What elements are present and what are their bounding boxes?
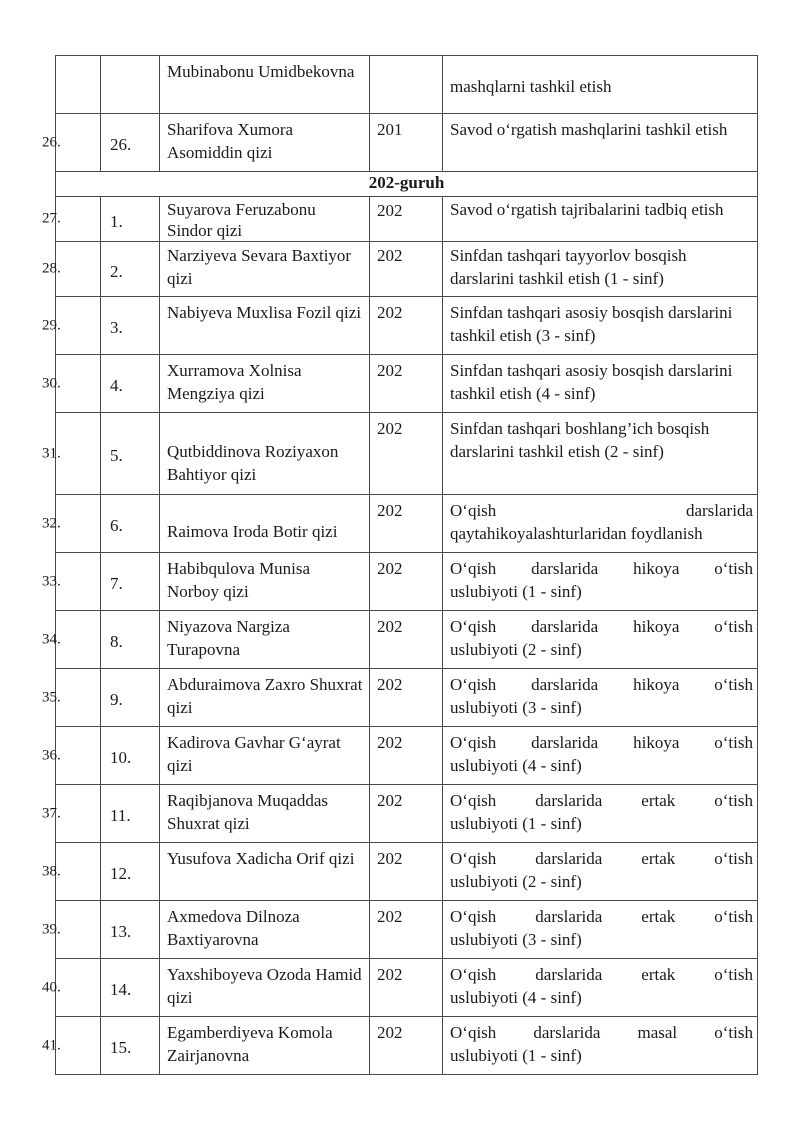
- topic-text: Sinfdan tashqari tayyorlov bosqish darslarini tashkil etish (1 - sinf): [443, 242, 758, 297]
- index-cell: 7.: [101, 553, 160, 611]
- outer-number-cell: [42, 611, 101, 669]
- topic-text: Savod o‘rgatish mashqlarini tashkil etish: [443, 114, 758, 172]
- topic-line-2: uslubiyoti (2 - sinf): [450, 872, 582, 891]
- topic-line-1: O‘qish darslarida ertak o‘tish: [450, 965, 753, 984]
- outer-number-cell: [42, 901, 101, 959]
- topic-line-1: O‘qish darslarida hikoya o‘tish: [450, 559, 753, 578]
- outer-number: 34.: [42, 631, 61, 647]
- table-row: [56, 553, 758, 611]
- student-name: Habibqulova Munisa Norboy qizi: [160, 553, 370, 611]
- student-name: Yaxshiboyeva Ozoda Hamid qizi: [160, 959, 370, 1017]
- group-number: 202: [370, 242, 443, 297]
- outer-number-cell: [42, 1017, 101, 1075]
- topic-text: Sinfdan tashqari asosiy bosqish darslarini tashkil etish (4 - sinf): [443, 355, 758, 413]
- group-number: 202: [370, 959, 443, 1017]
- outer-number: 33.: [42, 573, 61, 589]
- student-name: Qutbiddinova Roziyaxon Bahtiyor qizi: [160, 413, 370, 495]
- index-cell: 4.: [101, 355, 160, 413]
- index-cell: 1.: [101, 197, 160, 242]
- group-number: 202: [370, 843, 443, 901]
- outer-number: 38.: [42, 863, 61, 879]
- topic-line-2: uslubiyoti (2 - sinf): [450, 640, 582, 659]
- index-cell: 26.: [101, 114, 160, 172]
- outer-number-cell: [42, 553, 101, 611]
- student-name: Abduraimova Zaxro Shuxrat qizi: [160, 669, 370, 727]
- index-cell: 6.: [101, 495, 160, 553]
- topic-line-2: uslubiyoti (3 - sinf): [450, 930, 582, 949]
- student-name: Egamberdiyeva Komola Zairjanovna: [160, 1017, 370, 1075]
- group-number: 202: [370, 785, 443, 843]
- topic-line-1: O‘qish darslarida hikoya o‘tish: [450, 675, 753, 694]
- outer-number: 27.: [42, 210, 61, 227]
- table-row: [56, 242, 758, 297]
- topic-text: [443, 901, 758, 959]
- outer-number-cell: [42, 669, 101, 727]
- outer-number: 37.: [42, 805, 61, 821]
- student-name: Suyarova Feruzabonu Sindor qizi: [160, 197, 370, 242]
- outer-number: 28.: [42, 260, 61, 277]
- outer-number-cell: [42, 114, 101, 172]
- table-row: [56, 959, 758, 1017]
- group-number: 201: [370, 114, 443, 172]
- topic-line-2: uslubiyoti (4 - sinf): [450, 756, 582, 775]
- topic-line-1: O‘qish darslarida hikoya o‘tish: [450, 617, 753, 636]
- index-cell: [101, 56, 160, 114]
- topic-line-2: uslubiyoti (4 - sinf): [450, 988, 582, 1007]
- group-number: 202: [370, 197, 443, 242]
- index-cell: 10.: [101, 727, 160, 785]
- topic-line-1: O‘qish darslarida ertak o‘tish: [450, 791, 753, 810]
- topic-text: [443, 785, 758, 843]
- table-row: [56, 785, 758, 843]
- group-header: 202-guruh: [56, 172, 758, 197]
- table-row: [56, 114, 758, 172]
- group-number: 202: [370, 727, 443, 785]
- group-number: 202: [370, 495, 443, 553]
- outer-number: 26.: [42, 134, 61, 150]
- table-row: [56, 843, 758, 901]
- topic-text: mashqlarni tashkil etish: [443, 56, 758, 114]
- topic-line-1: O‘qish darslarida ertak o‘tish: [450, 849, 753, 868]
- index-cell: 5.: [101, 413, 160, 495]
- outer-number: 31.: [42, 445, 61, 461]
- table-row: [56, 297, 758, 355]
- topic-text: Savod o‘rgatish tajribalarini tadbiq etish: [443, 197, 758, 242]
- outer-number-cell: [42, 355, 101, 413]
- table-row: [56, 413, 758, 495]
- topic-text: [443, 1017, 758, 1075]
- group-number: 202: [370, 553, 443, 611]
- student-name: Xurramova Xolnisa Mengziya qizi: [160, 355, 370, 413]
- outer-number-cell: [42, 959, 101, 1017]
- student-name: Nabiyeva Muxlisa Fozil qizi: [160, 297, 370, 355]
- topic-line-1: O‘qish darslarida: [450, 501, 753, 520]
- topic-line-2: uslubiyoti (3 - sinf): [450, 698, 582, 717]
- group-number: 202: [370, 355, 443, 413]
- document-page: [42, 55, 758, 1075]
- student-name: Niyazova Nargiza Turapovna: [160, 611, 370, 669]
- topic-line-2: uslubiyoti (1 - sinf): [450, 1046, 582, 1065]
- outer-number-cell: [42, 843, 101, 901]
- topic-text: [443, 959, 758, 1017]
- student-name: Narziyeva Sevara Baxtiyor qizi: [160, 242, 370, 297]
- group-header-row: [56, 172, 758, 197]
- outer-number: 30.: [42, 375, 61, 391]
- outer-number-cell: [42, 297, 101, 355]
- outer-number: 39.: [42, 921, 61, 937]
- outer-number-cell: [42, 242, 101, 297]
- outer-number-cell: [42, 785, 101, 843]
- topic-line-1: O‘qish darslarida ertak o‘tish: [450, 907, 753, 926]
- topic-line-1: O‘qish darslarida hikoya o‘tish: [450, 733, 753, 752]
- topic-text: [443, 727, 758, 785]
- outer-number-cell: [42, 413, 101, 495]
- outer-number: 40.: [42, 979, 61, 995]
- topic-line-2: uslubiyoti (1 - sinf): [450, 582, 582, 601]
- index-cell: 2.: [101, 242, 160, 297]
- index-cell: 9.: [101, 669, 160, 727]
- outer-number-cell: [56, 56, 101, 114]
- group-number: 202: [370, 1017, 443, 1075]
- student-name: Raqibjanova Muqaddas Shuxrat qizi: [160, 785, 370, 843]
- table-row: [56, 495, 758, 553]
- index-cell: 14.: [101, 959, 160, 1017]
- index-cell: 8.: [101, 611, 160, 669]
- group-number: 202: [370, 413, 443, 495]
- table-row: [56, 56, 758, 114]
- topic-text: Sinfdan tashqari asosiy bosqish darslarini tashkil etish (3 - sinf): [443, 297, 758, 355]
- index-cell: 11.: [101, 785, 160, 843]
- topic-line-2: uslubiyoti (1 - sinf): [450, 814, 582, 833]
- student-name: Axmedova Dilnoza Baxtiyarovna: [160, 901, 370, 959]
- outer-number-cell: [42, 495, 101, 553]
- topic-text: [443, 611, 758, 669]
- table-row: [56, 1017, 758, 1075]
- outer-number-cell: [42, 727, 101, 785]
- group-number: 202: [370, 669, 443, 727]
- student-name: Mubinabonu Umidbekovna: [160, 56, 370, 114]
- student-name: Yusufova Xadicha Orif qizi: [160, 843, 370, 901]
- group-number: 202: [370, 611, 443, 669]
- index-cell: 3.: [101, 297, 160, 355]
- outer-number: 36.: [42, 747, 61, 763]
- index-cell: 12.: [101, 843, 160, 901]
- outer-number: 32.: [42, 515, 61, 531]
- topic-line-1: O‘qish darslarida masal o‘tish: [450, 1023, 753, 1042]
- topic-text: [443, 669, 758, 727]
- table-row: [56, 901, 758, 959]
- topic-line-2: qaytahikoyalashturlaridan foydlanish: [450, 524, 703, 543]
- outer-number: 35.: [42, 689, 61, 705]
- group-number: [370, 56, 443, 114]
- topic-text: [443, 553, 758, 611]
- outer-number: 29.: [42, 317, 61, 333]
- outer-number-cell: [42, 197, 101, 242]
- group-number: 202: [370, 901, 443, 959]
- student-name: Sharifova Xumora Asomiddin qizi: [160, 114, 370, 172]
- index-cell: 15.: [101, 1017, 160, 1075]
- topic-text: [443, 495, 758, 553]
- index-cell: 13.: [101, 901, 160, 959]
- student-name: Raimova Iroda Botir qizi: [160, 495, 370, 553]
- student-topic-table: [42, 55, 758, 1075]
- table-row: [56, 355, 758, 413]
- table-row: [56, 611, 758, 669]
- topic-text: [443, 843, 758, 901]
- topic-text: Sinfdan tashqari boshlang’ich bosqish darslarini tashkil etish (2 - sinf): [443, 413, 758, 495]
- table-row: [56, 669, 758, 727]
- student-name: Kadirova Gavhar G‘ayrat qizi: [160, 727, 370, 785]
- table-row: [56, 727, 758, 785]
- outer-number: 41.: [42, 1037, 61, 1053]
- group-number: 202: [370, 297, 443, 355]
- table-row: [56, 197, 758, 242]
